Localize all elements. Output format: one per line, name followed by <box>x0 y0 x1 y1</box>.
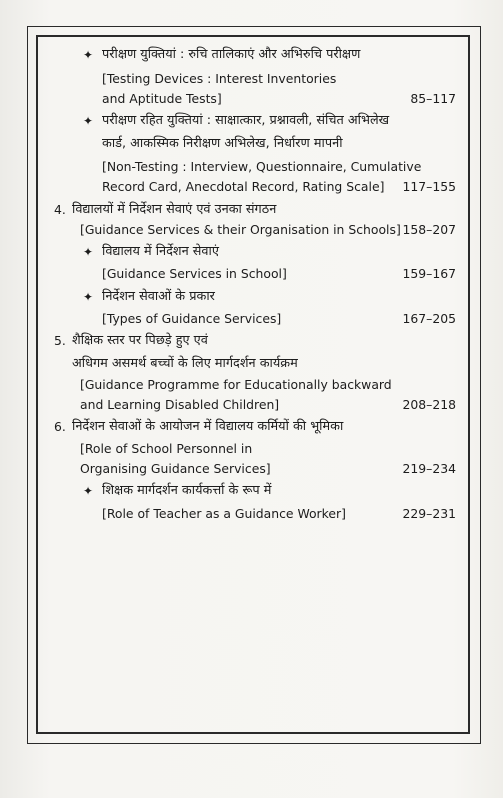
page-range: 158–207 <box>402 222 456 237</box>
page-range: 219–234 <box>402 461 456 476</box>
toc-english-line: [Testing Devices : Interest Inventories <box>102 71 337 86</box>
toc-english-line: [Guidance Services in School] <box>102 266 287 281</box>
table-of-contents <box>36 35 470 734</box>
chapter-hindi-title: विद्यालयों में निर्देशन सेवाएं एवं उनका संगठन <box>72 202 277 217</box>
chapter-english-title: [Guidance Services & their Organisation in Schools] <box>80 222 401 237</box>
chapter-hindi-title: अधिगम असमर्थ बच्चों के लिए मार्गदर्शन कार्यक्रम <box>72 356 298 371</box>
bullet-icon: ✦ <box>83 48 94 62</box>
chapter-number: 5. <box>54 333 66 348</box>
toc-english-line: [Non-Testing : Interview, Questionnaire, Cumulative <box>102 159 422 174</box>
page-range: 229–231 <box>402 506 456 521</box>
toc-hindi-line: विद्यालय में निर्देशन सेवाएं <box>102 244 219 259</box>
bullet-icon: ✦ <box>83 290 94 304</box>
toc-english-line: [Types of Guidance Services] <box>102 311 282 326</box>
bullet-icon: ✦ <box>83 114 94 128</box>
chapter-english-title: Organising Guidance Services] <box>80 461 271 476</box>
toc-english-line: Record Card, Anecdotal Record, Rating Scale] <box>102 179 385 194</box>
page-range: 117–155 <box>402 179 456 194</box>
chapter-english-title: [Guidance Programme for Educationally backward <box>80 377 392 392</box>
chapter-hindi-title: निर्देशन सेवाओं के आयोजन में विद्यालय कर्मियों की भूमिका <box>72 419 344 434</box>
chapter-hindi-title: शैक्षिक स्तर पर पिछड़े हुए एवं <box>72 333 208 348</box>
toc-english-line: [Role of Teacher as a Guidance Worker] <box>102 506 346 521</box>
chapter-english-title: and Learning Disabled Children] <box>80 397 280 412</box>
bullet-icon: ✦ <box>83 245 94 259</box>
page-range: 85–117 <box>410 91 456 106</box>
page-range: 208–218 <box>402 397 456 412</box>
toc-hindi-line: कार्ड, आकस्मिक निरीक्षण अभिलेख, निर्धारण मापनी <box>102 136 343 151</box>
chapter-number: 6. <box>54 419 66 434</box>
bullet-icon: ✦ <box>83 484 94 498</box>
chapter-number: 4. <box>54 202 66 217</box>
toc-english-line: and Aptitude Tests] <box>102 91 222 106</box>
toc-hindi-line: शिक्षक मार्गदर्शन कार्यकर्त्ता के रूप में <box>102 483 272 498</box>
chapter-english-title: [Role of School Personnel in <box>80 441 253 456</box>
page-range: 167–205 <box>402 311 456 326</box>
toc-hindi-line: परीक्षण युक्तियां : रुचि तालिकाएं और अभिरुचि परीक्षण <box>102 47 361 62</box>
toc-hindi-line: निर्देशन सेवाओं के प्रकार <box>102 289 215 304</box>
toc-hindi-line: परीक्षण रहित युक्तियां : साक्षात्कार, प्रश्नावली, संचित अभिलेख <box>102 113 390 128</box>
page-range: 159–167 <box>402 266 456 281</box>
